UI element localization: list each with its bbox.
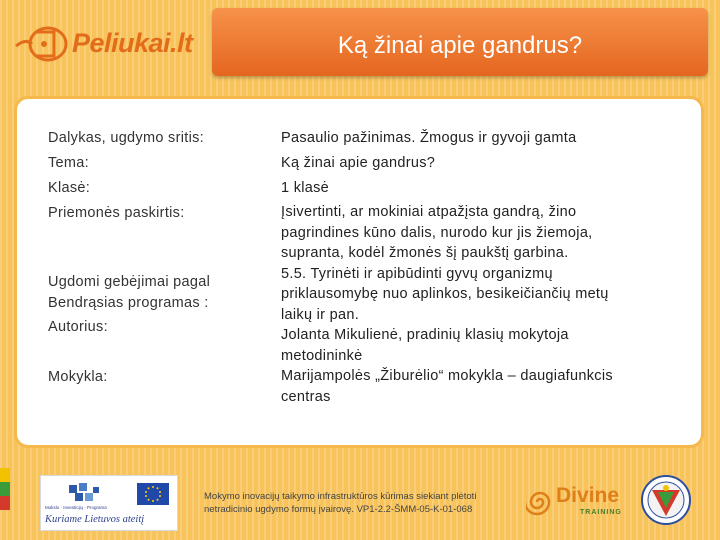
divine-subtitle: TRAINING (580, 509, 622, 516)
flag-stripe-red (0, 496, 10, 510)
eu-flag-icon (137, 483, 169, 505)
project-line: netradicinio ugdymo formų įvairovę. VP1-2.2-ŠMM-05-K-01-068 (204, 504, 473, 515)
school-line: Marijampolės „Žiburėlio“ mokykla – daugiafunkcis (281, 368, 613, 384)
flag-stripe-yellow (0, 468, 10, 482)
purpose-value (281, 202, 681, 407)
author-label: Autorius: (48, 319, 108, 335)
topic-label: Tema: (48, 155, 89, 171)
grade-value: 1 klasė (281, 180, 330, 196)
purpose-line: pagrindines kūno dalis, nurodo kur jis žiemoja, (281, 224, 593, 241)
skills-line: priklausomybę nuo aplinkos, besikeičiančių metų (281, 286, 609, 302)
project-description (204, 490, 504, 516)
purpose-label: Priemonės paskirtis: (48, 205, 185, 221)
peliukai-logo[interactable] (14, 20, 204, 64)
author-line: Jolanta Mikulienė, pradinių klasių mokytoja (281, 327, 569, 343)
eu-tagline: Kuriame Lietuvos ateitį (45, 514, 145, 525)
grade-label: Klasė: (48, 180, 91, 196)
eu-funding-logo (40, 475, 178, 531)
page-title: Ką žinai apie gandrus? (337, 32, 583, 59)
eu-small-text: Mokslo · Investicijų · Programa (45, 505, 107, 510)
topic-value: Ką žinai apie gandrus? (281, 155, 436, 171)
divine-name: Divine (556, 484, 620, 507)
author-line: metodininkė (281, 347, 363, 364)
skills-line: 5.5. Tyrinėti ir apibūdinti gyvų organizmų (281, 265, 553, 282)
subject-label: Dalykas, ugdymo sritis: (48, 130, 204, 146)
logo-text: Peliukai.lt (72, 28, 193, 58)
purpose-line: supranta, kodėl žmonės šį paukštį garbina. (281, 245, 569, 261)
mouse-logo-icon (14, 24, 72, 64)
school-emblem-icon (638, 474, 694, 526)
subject-value: Pasaulio pažinimas. Žmogus ir gyvoji gamta (281, 130, 577, 146)
school-line: centras (281, 388, 331, 405)
purpose-line: Įsivertinti, ar mokiniai atpažįsta gandrą, žino (281, 204, 577, 220)
skills-line: laikų ir pan. (281, 306, 360, 323)
flag-stripe-green (0, 482, 10, 496)
title-banner (212, 8, 708, 76)
school-label: Mokykla: (48, 369, 108, 385)
skills-label-line-2: Bendrąsias programas : (48, 295, 209, 311)
project-line: Mokymo inovacijų taikymo infrastruktūros kūrimas siekiant plėtoti (204, 491, 477, 502)
divine-training-logo (526, 482, 622, 522)
skills-label-line-1: Ugdomi gebėjimai pagal (48, 274, 211, 290)
spiral-icon (526, 486, 554, 518)
